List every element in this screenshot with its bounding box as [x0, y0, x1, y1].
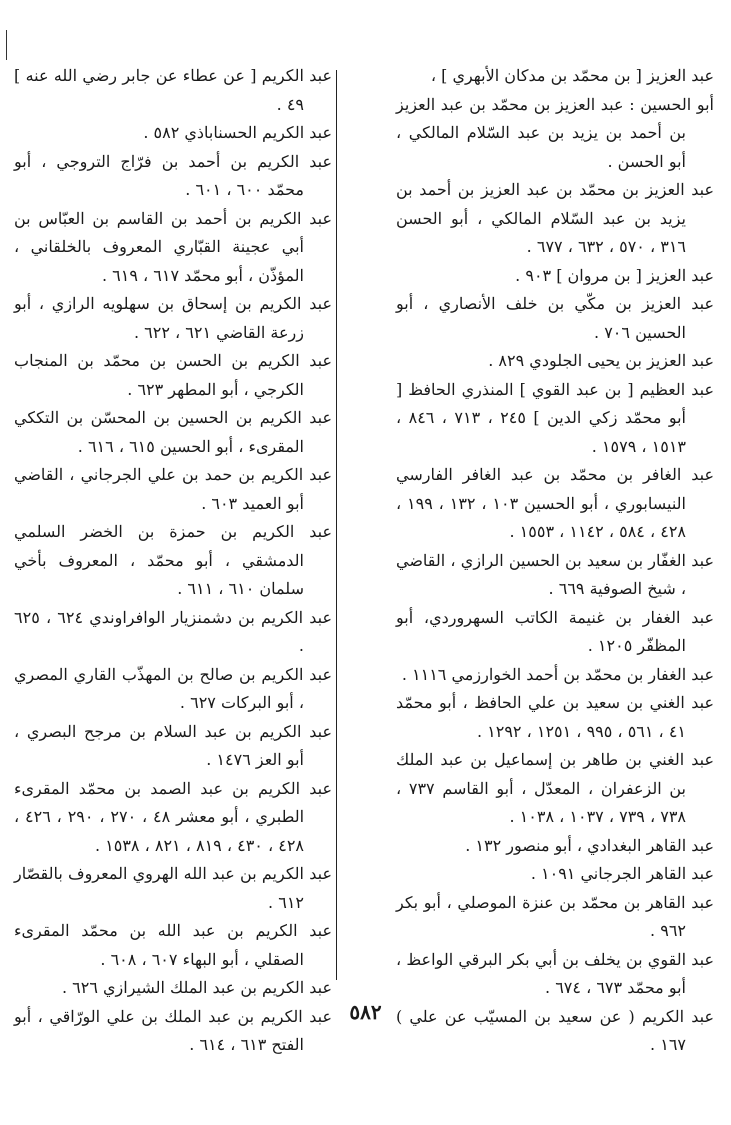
index-entry: عبد الكريم [ عن عطاء عن جابر رضي الله عنه ] ٤٩ .	[14, 66, 332, 114]
right-column	[396, 62, 714, 1054]
left-column	[14, 62, 332, 1054]
index-entry: عبد الكريم بن إسحاق بن سهلويه الرازي ، أبو زرعة القاضي ٦٢١ ، ٦٢٢ .	[14, 294, 332, 342]
index-entry: عبد الغفّار بن سعيد بن الحسين الرازي ، القاضي ، شيخ الصوفية ٦٦٩ .	[396, 550, 714, 598]
index-entry: عبد الغني بن طاهر بن إسماعيل بن عبد الملك بن الزعفران ، المعدّل ، أبو القاسم ٧٣٧ ، ٧٣٨ ، ٧٣٩ ، ١٠٣٧ ، ١٠٣٨ .	[396, 750, 714, 826]
index-entry: عبد القاهر الجرجاني ١٠٩١ .	[530, 864, 714, 883]
index-entry: عبد الكريم بن دشمنزيار الوافراوندي ٦٢٤ ، ٦٢٥ .	[14, 607, 332, 655]
index-entry: عبد الكريم بن الحسن بن محمّد بن المنجاب الكرجي ، أبو المطهر ٦٢٣ .	[14, 351, 332, 399]
index-entry: عبد الكريم بن عبد الملك الشيرازي ٦٢٦ .	[61, 978, 332, 997]
index-page	[14, 62, 714, 1054]
index-entry: عبد العزيز [ بن محمّد بن مدكان الأبهري ] ،	[430, 66, 714, 85]
index-entry: عبد الكريم بن عبد الله الهروي المعروف بالقصّار ٦١٢ .	[14, 864, 332, 912]
index-entry: عبد القاهر البغدادي ، أبو منصور ١٣٢ .	[465, 835, 714, 855]
index-entry: عبد الكريم بن أحمد بن فرّاج التروجي ، أبو محمّد ٦٠٠ ، ٦٠١ .	[14, 151, 332, 199]
page-edge-mark	[6, 30, 7, 60]
index-entry: عبد العزيز بن محمّد بن عبد العزيز بن أحمد بن يزيد بن عبد السّلام المالكي ، أبو الحسن ٣١٦ ، ٥٧٠ ، ٦٣٢ ، ٦٧٧ .	[396, 180, 714, 256]
index-entry: عبد الكريم بن حمزة بن الخضر السلمي الدمشقي ، أبو محمّد ، المعروف بأخي سلمان ٦١٠ ، ٦١١ .	[14, 522, 332, 598]
index-entry: عبد الكريم بن صالح بن المهذّب القاري المصري ، أبو البركات ٦٢٧ .	[14, 664, 332, 712]
column-divider	[336, 70, 337, 980]
index-entry: عبد الكريم بن حمد بن علي الجرجاني ، القاضي أبو العميد ٦٠٣ .	[14, 465, 332, 513]
index-entry: عبد الكريم بن عبد السلام بن مرجح البصري ، أبو العز ١٤٧٦ .	[14, 721, 332, 769]
index-entry: عبد العظيم [ بن عبد القوي ] المنذري الحافظ [ أبو محمّد زكي الدين ] ٢٤٥ ، ٧١٣ ، ٨٤٦ ، ١٥١٣ ، ١٥٧٩ .	[396, 379, 714, 456]
index-entry: عبد الكريم بن الحسين بن المحسّن بن التككي المقرىء ، أبو الحسين ٦١٥ ، ٦١٦ .	[14, 408, 332, 456]
index-entry: عبد الغني بن سعيد بن علي الحافظ ، أبو محمّد ٤١ ، ٥٦١ ، ٩٩٥ ، ١٢٥١ ، ١٢٩٢ .	[396, 693, 714, 741]
index-entry: عبد العزيز بن يحيى الجلودي ٨٢٩ .	[488, 351, 714, 370]
index-entry: عبد القاهر بن محمّد بن عنزة الموصلي ، أبو بكر ٩٦٢ .	[396, 892, 714, 940]
index-entry: عبد الكريم بن أحمد بن القاسم بن العبّاس بن أبي عجينة القبّاري المعروف بالخلقاني ، المؤذّن ، أبو محمّد ٦١٧ ، ٦١٩ .	[14, 208, 332, 285]
index-entry: عبد العزيز بن مكّي بن خلف الأنصاري ، أبو الحسين ٧٠٦ .	[396, 294, 714, 342]
index-entry: عبد القوي بن يخلف بن أبي بكر البرقي الواعظ ، أبو محمّد ٦٧٣ ، ٦٧٤ .	[396, 949, 714, 997]
index-entry: عبد الغافر بن محمّد بن عبد الغافر الفارسي النيسابوري ، أبو الحسين ١٠٣ ، ١٣٢ ، ١٩٩ ، ٤٢٨ ، ٥٨٤ ، ١١٤٢ ، ١٥٥٣ .	[396, 465, 714, 541]
index-entry: عبد الكريم الحسناباذي ٥٨٢ .	[143, 123, 332, 142]
index-entry: عبد العزيز [ بن مروان ] ٩٠٣ .	[515, 265, 714, 285]
index-entry: عبد الغفار بن غنيمة الكاتب السهروردي، أبو المظفّر ١٢٠٥ .	[396, 607, 714, 655]
index-entry: عبد الكريم بن عبد الله بن محمّد المقرىء الصقلي ، أبو البهاء ٦٠٧ ، ٦٠٨ .	[14, 921, 332, 969]
index-entry: عبد الغفار بن محمّد بن أحمد الخوارزمي ١١١٦ .	[401, 664, 714, 684]
index-entry: عبد الكريم بن عبد الملك بن علي الورّاقي ، أبو الفتح ٦١٣ ، ٦١٤ .	[14, 1006, 332, 1054]
index-entry: عبد الكريم بن عبد الصمد بن محمّد المقرىء الطبري ، أبو معشر ٤٨ ، ٢٧٠ ، ٢٩٠ ، ٤٢٦ ، ٤٢٨ ، ٤٣٠ ، ٨١٩ ، ٨٢١ ، ١٥٣٨ .	[14, 778, 332, 855]
index-entry: عبد الكريم ( عن سعيد بن المسيّب عن علي ) ١٦٧ .	[396, 1006, 714, 1054]
index-entry: أبو الحسين : عبد العزيز بن محمّد بن عبد العزيز بن أحمد بن يزيد بن عبد السّلام المالكي ، أبو الحسن .	[396, 94, 714, 171]
page-number: ٥٨٢	[349, 1000, 382, 1024]
